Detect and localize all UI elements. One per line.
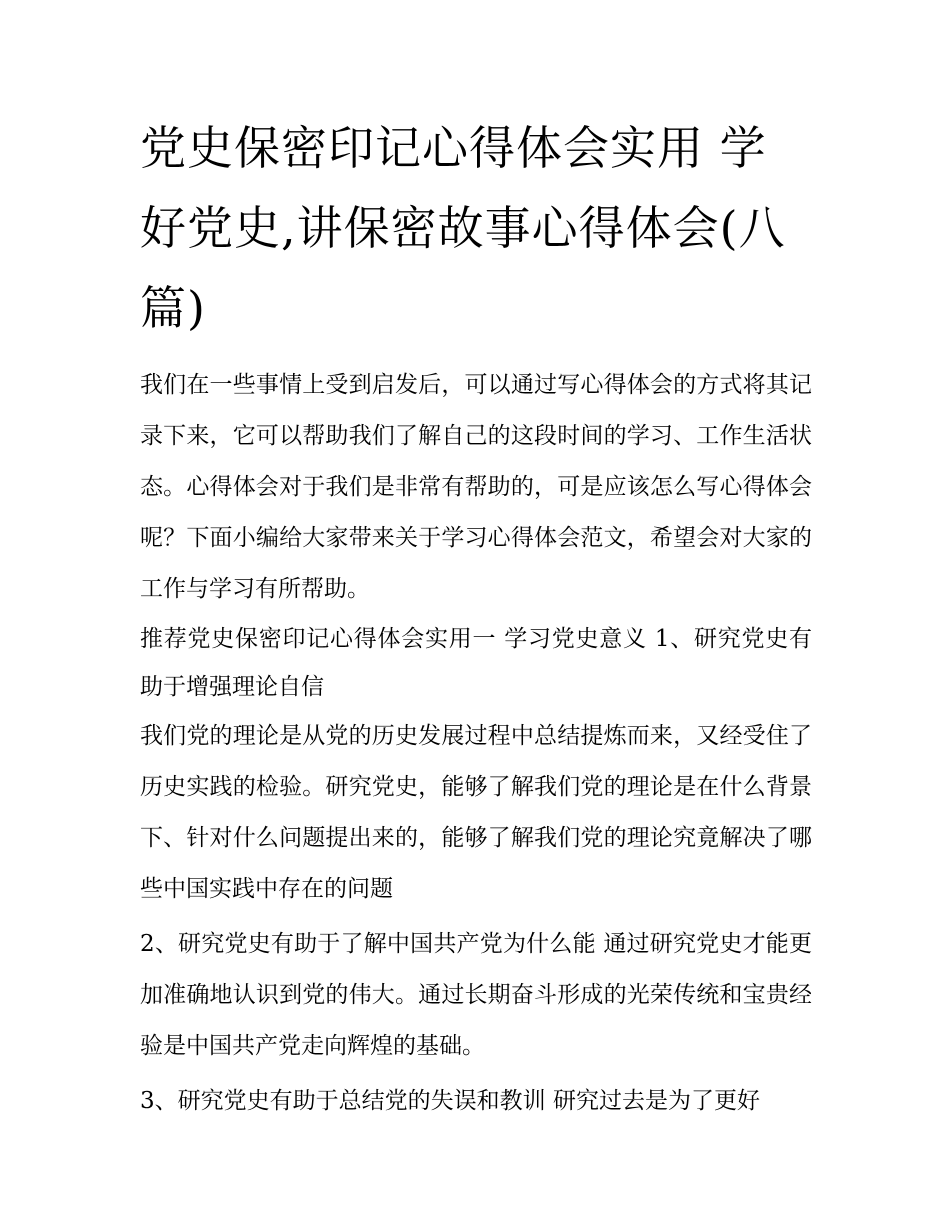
- recommendation-paragraph: 推荐党史保密印记心得体会实用一 学习党史意义 1、研究党史有助于增强理论自信: [140, 626, 812, 700]
- document-body: [140, 108, 812, 1127]
- point-two-paragraph: 2、研究党史有助于了解中国共产党为什么能 通过研究党史才能更加准确地认识到党的伟大。通过长期奋斗形成的光荣传统和宝贵经验是中国共产党走向辉煌的基础。: [140, 931, 812, 1059]
- document-title: 党史保密印记心得体会实用 学好党史,讲保密故事心得体会(八篇): [140, 121, 786, 335]
- point-three-paragraph: 3、研究党史有助于总结党的失误和教训 研究过去是为了更好: [140, 1088, 760, 1114]
- theory-paragraph: 我们党的理论是从党的历史发展过程中总结提炼而来，又经受住了历史实践的检验。研究党史，能够了解我们党的理论是在什么背景下、针对什么问题提出来的，能够了解我们党的理论究竟解决了哪些中国实践中存在的问题: [140, 723, 812, 902]
- intro-paragraph: 我们在一些事情上受到启发后，可以通过写心得体会的方式将其记录下来，它可以帮助我们了解自己的这段时间的学习、工作生活状态。心得体会对于我们是非常有帮助的，可是应该怎么写心得体会呢？下面小编给大家带来关于学习心得体会范文，希望会对大家的工作与学习有所帮助。: [140, 372, 812, 602]
